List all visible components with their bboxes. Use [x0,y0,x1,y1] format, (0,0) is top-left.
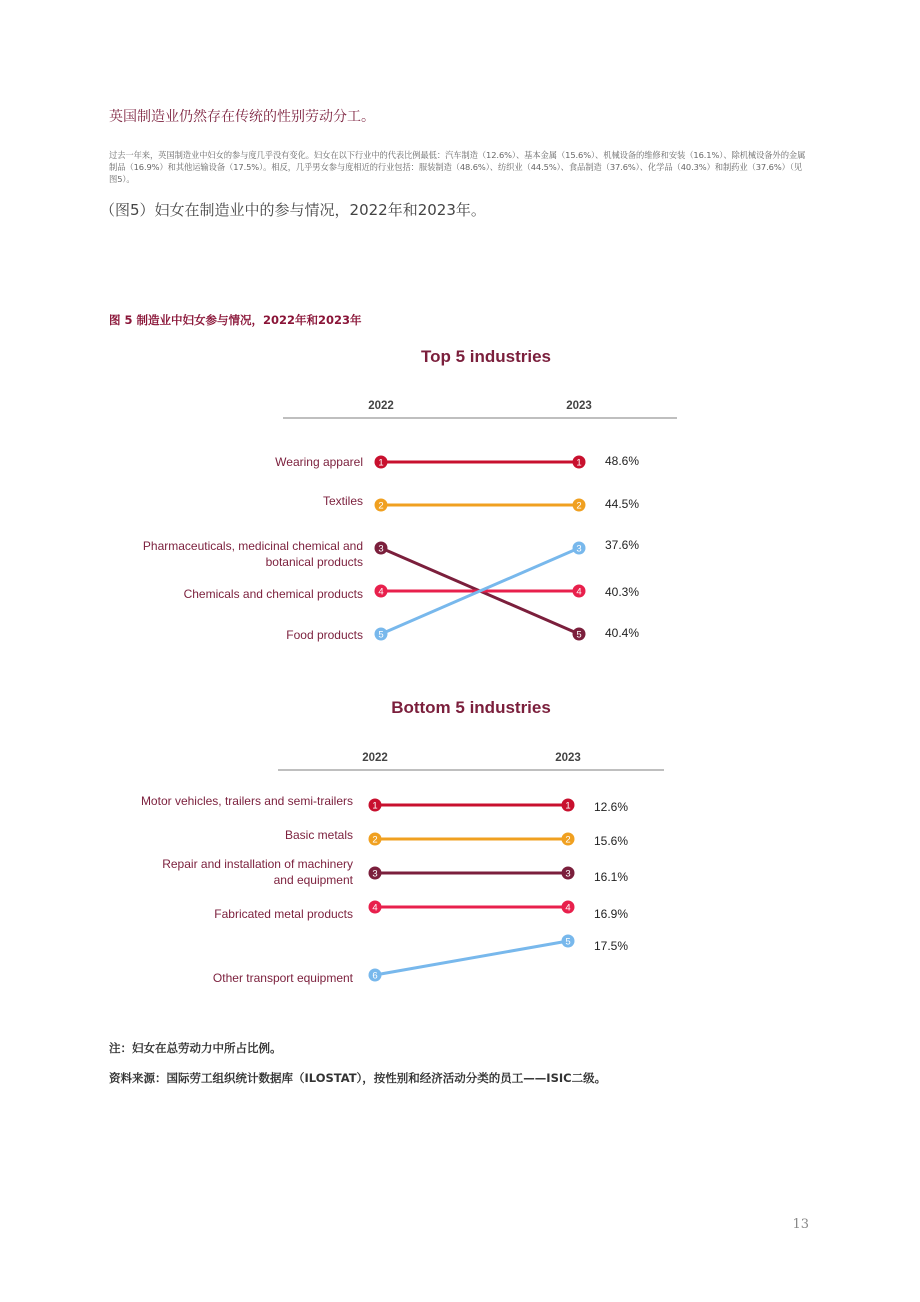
year-header-2022: 2022 [368,400,394,412]
rank-label-2022: 4 [378,586,384,598]
value-label-2023: 48.6% [605,454,640,468]
industry-label: Textiles [322,494,363,508]
value-label-2023: 15.6% [594,834,629,848]
year-header-2022: 2022 [362,752,388,764]
value-label-2023: 16.1% [594,870,629,884]
industry-label: and equipment [273,873,353,887]
rank-label-2022: 3 [372,868,378,880]
rank-label-2023: 1 [565,800,571,812]
value-label-2023: 37.6% [605,538,640,552]
rank-label-2022: 2 [378,500,384,512]
rank-label-2023: 2 [576,500,582,512]
chart-title: Top 5 industries [420,347,552,366]
year-header-2023: 2023 [555,752,581,764]
rank-label-2023: 5 [576,629,582,641]
rank-label-2022: 2 [372,834,378,846]
figure-note: 注：妇女在总劳动力中所占比例。 [109,1041,282,1055]
figure-caption: （图5）妇女在制造业中的参与情况，2022年和2023年。 [100,201,486,219]
series-line [375,941,568,975]
rank-label-2023: 4 [576,586,582,598]
page-number: 13 [792,1217,809,1232]
value-label-2023: 40.3% [605,585,640,599]
rank-label-2023: 4 [565,902,571,914]
industry-label: Pharmaceuticals, medicinal chemical and [142,539,363,553]
industry-label: Other transport equipment [212,971,353,985]
industry-label: Wearing apparel [275,455,363,469]
figure-title: 图 5 制造业中妇女参与情况，2022年和2023年 [109,313,362,327]
value-label-2023: 40.4% [605,626,640,640]
rank-label-2023: 1 [576,457,582,469]
industry-label: Food products [286,628,363,642]
rank-label-2023: 3 [565,868,571,880]
rank-label-2023: 5 [565,936,571,948]
year-header-2023: 2023 [566,400,592,412]
rank-label-2022: 1 [378,457,384,469]
section-heading: 英国制造业仍然存在传统的性别劳动分工。 [109,109,375,125]
industry-label: Repair and installation of machinery [162,857,353,871]
value-label-2023: 17.5% [594,939,629,953]
rank-label-2022: 1 [372,800,378,812]
value-label-2023: 12.6% [594,800,629,814]
industry-label: Basic metals [284,828,353,842]
industry-label: Chemicals and chemical products [183,587,363,601]
industry-label: Motor vehicles, trailers and semi-trailers [140,794,353,808]
rank-label-2022: 5 [378,629,384,641]
chart-title: Bottom 5 industries [391,698,551,717]
body-paragraph: 过去一年来，英国制造业中妇女的参与度几乎没有变化。妇女在以下行业中的代表比例最低：汽车制造（12.6%）、基本金属（15.6%）、机械设备的维修和安装（16.1%）、除机械设备外的金属制品（16.9%）和其他运输设备（17.5%）。相反，几乎男女参与度相近的行业包括：服装制造（48.6%）、纺织业（44.5%）、食品制造（37.6%）、化学品（40.3%）和制药业（37.6%）（见图5）。 [109,150,806,184]
slope-charts [0,330,920,1010]
figure-source: 资料来源：国际劳工组织统计数据库（ILOSTAT），按性别和经济活动分类的员工——ISIC二级。 [109,1071,607,1085]
rank-label-2022: 6 [372,970,378,982]
rank-label-2022: 4 [372,902,378,914]
rank-label-2023: 2 [565,834,571,846]
value-label-2023: 44.5% [605,497,640,511]
industry-label: botanical products [265,555,363,569]
value-label-2023: 16.9% [594,907,629,921]
rank-label-2022: 3 [378,543,384,555]
rank-label-2023: 3 [576,543,582,555]
industry-label: Fabricated metal products [214,907,353,921]
